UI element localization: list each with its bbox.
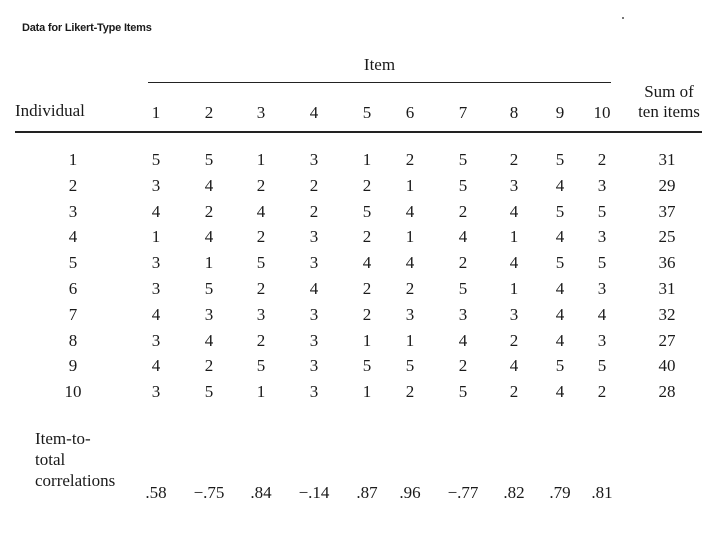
table-cell: 3 — [151, 330, 161, 350]
table-cell: 2 — [405, 150, 415, 169]
table-cell: 3 — [309, 253, 319, 273]
correlation-value: −.14 — [298, 483, 330, 502]
table-cell: 5 — [458, 382, 468, 402]
table-cell: 3 — [151, 382, 161, 402]
table-cell: 2 — [509, 150, 519, 169]
table-cell: 4 — [204, 175, 214, 195]
table-cell: 4 — [555, 382, 565, 402]
table-cell: 4 — [555, 227, 565, 247]
table-cell: 5 — [555, 201, 565, 221]
table-cell: 1 — [151, 227, 161, 247]
table-cell: 5 — [458, 150, 468, 169]
table-cell: 2 — [256, 330, 266, 350]
table-cell: 1 — [509, 279, 519, 298]
table-cell: 2 — [458, 253, 468, 273]
table-cell: 2 — [458, 201, 468, 221]
correlation-value: .96 — [399, 483, 421, 502]
correlation-label-line-1: Item-to- — [35, 429, 91, 448]
table-cell: 1 — [362, 150, 372, 169]
row-sum: 31 — [658, 150, 676, 169]
table-cell: 4 — [256, 201, 266, 221]
item-number-header: 1 — [151, 103, 161, 122]
table-cell: 2 — [405, 382, 415, 402]
table-cell: 4 — [509, 201, 519, 221]
table-cell: 4 — [555, 330, 565, 350]
individual-number: 9 — [68, 356, 78, 376]
individual-number: 10 — [64, 382, 82, 402]
table-cell: 4 — [204, 330, 214, 350]
table-cell: 2 — [256, 175, 266, 195]
table-cell: 3 — [256, 304, 266, 324]
correlation-label-line-3: correlations — [35, 471, 116, 490]
sum-header — [634, 82, 704, 122]
table-cell: 1 — [405, 227, 415, 247]
table-cell: 5 — [405, 356, 415, 376]
table-cell: 3 — [204, 304, 214, 324]
table-cell: 1 — [256, 382, 266, 402]
table-cell: 5 — [256, 356, 266, 376]
table-cell: 1 — [509, 227, 519, 247]
table-cell: 3 — [458, 304, 468, 324]
table-cell: 3 — [405, 304, 415, 324]
correlation-value: .87 — [356, 483, 378, 502]
table-cell: 5 — [204, 279, 214, 298]
individual-number: 2 — [68, 175, 78, 195]
correlation-value: .82 — [503, 483, 525, 502]
correlation-label-line-2: total — [35, 450, 66, 469]
row-sum: 31 — [658, 279, 676, 298]
correlation-label — [35, 428, 115, 491]
table-cell: 2 — [256, 227, 266, 247]
table-cell: 2 — [362, 175, 372, 195]
table-cell: 2 — [204, 356, 214, 376]
table-cell: 2 — [405, 279, 415, 298]
row-sum: 29 — [658, 175, 676, 195]
individual-number: 3 — [68, 201, 78, 221]
item-number-header: 2 — [204, 103, 214, 122]
table-cell: 5 — [256, 253, 266, 273]
item-number-header: 9 — [555, 103, 565, 122]
individual-number: 8 — [68, 330, 78, 350]
table-cell: 2 — [204, 201, 214, 221]
table-cell: 4 — [405, 201, 415, 221]
correlation-value: .81 — [591, 483, 613, 502]
table-cell: 4 — [509, 356, 519, 376]
sum-header-line-1: Sum of — [644, 82, 694, 101]
table-cell: 3 — [309, 227, 319, 247]
table-cell: 5 — [362, 356, 372, 376]
row-sum: 27 — [658, 330, 676, 350]
individual-number: 6 — [68, 279, 78, 298]
item-number-header: 7 — [458, 103, 468, 122]
table-cell: 2 — [509, 382, 519, 402]
table-cell: 4 — [509, 253, 519, 273]
table-cell: 4 — [597, 304, 607, 324]
table-cell: 5 — [597, 201, 607, 221]
sum-header-line-2: ten items — [638, 102, 700, 121]
table-cell: 3 — [151, 253, 161, 273]
scan-speck — [622, 17, 624, 19]
table-cell: 4 — [151, 304, 161, 324]
table-cell: 3 — [151, 279, 161, 298]
table-cell: 2 — [362, 279, 372, 298]
table-cell: 4 — [555, 175, 565, 195]
table-cell: 4 — [309, 279, 319, 298]
item-number-header: 8 — [509, 103, 519, 122]
table-cell: 3 — [309, 150, 319, 169]
row-sum: 28 — [658, 382, 676, 402]
correlation-value: .84 — [250, 483, 272, 502]
table-cell: 2 — [309, 175, 319, 195]
table-cell: 5 — [458, 175, 468, 195]
table-cell: 5 — [151, 150, 161, 169]
correlation-value: .58 — [145, 483, 167, 502]
individual-number: 5 — [68, 253, 78, 273]
item-group-header: Item — [363, 55, 396, 74]
table-cell: 3 — [309, 330, 319, 350]
table-cell: 3 — [509, 304, 519, 324]
table-cell: 5 — [597, 253, 607, 273]
table-cell: 4 — [362, 253, 372, 273]
table-cell: 2 — [597, 150, 607, 169]
table-cell: 2 — [362, 227, 372, 247]
item-number-header: 4 — [309, 103, 319, 122]
table-cell: 2 — [256, 279, 266, 298]
table-caption: Data for Likert-Type Items — [22, 22, 152, 34]
row-sum: 37 — [658, 201, 676, 221]
table-cell: 2 — [509, 330, 519, 350]
table-cell: 5 — [204, 382, 214, 402]
table-cell: 2 — [309, 201, 319, 221]
table-cell: 4 — [151, 356, 161, 376]
table-cell: 1 — [405, 175, 415, 195]
table-cell: 3 — [509, 175, 519, 195]
table-cell: 4 — [405, 253, 415, 273]
table-cell: 1 — [256, 150, 266, 169]
table-cell: 2 — [458, 356, 468, 376]
table-cell: 1 — [405, 330, 415, 350]
table-cell: 4 — [458, 227, 468, 247]
table-cell: 4 — [204, 227, 214, 247]
header-rule — [15, 131, 702, 133]
item-number-header: 6 — [405, 103, 415, 122]
row-sum: 32 — [658, 304, 676, 324]
table-cell: 2 — [362, 304, 372, 324]
table-cell: 5 — [555, 150, 565, 169]
table-cell: 3 — [597, 330, 607, 350]
table-cell: 3 — [597, 175, 607, 195]
table-cell: 1 — [362, 330, 372, 350]
table-cell: 4 — [151, 201, 161, 221]
individual-number: 4 — [68, 227, 78, 247]
table-cell: 5 — [362, 201, 372, 221]
table-cell: 3 — [597, 227, 607, 247]
table-cell: 5 — [597, 356, 607, 376]
table-cell: 4 — [555, 279, 565, 298]
table-cell: 4 — [458, 330, 468, 350]
individual-number: 7 — [68, 304, 78, 324]
table-cell: 5 — [204, 150, 214, 169]
table-cell: 5 — [555, 356, 565, 376]
table-cell: 3 — [309, 356, 319, 376]
table-cell: 3 — [309, 304, 319, 324]
table-cell: 2 — [597, 382, 607, 402]
item-group-rule — [148, 82, 611, 83]
item-number-header: 5 — [362, 103, 372, 122]
correlation-value: .79 — [549, 483, 571, 502]
table-cell: 1 — [204, 253, 214, 273]
table-cell: 3 — [597, 279, 607, 298]
individual-header: Individual — [15, 101, 85, 120]
row-sum: 40 — [658, 356, 676, 376]
row-sum: 36 — [658, 253, 676, 273]
correlation-value: −.77 — [447, 483, 479, 502]
table-cell: 4 — [555, 304, 565, 324]
table-cell: 3 — [309, 382, 319, 402]
table-cell: 3 — [151, 175, 161, 195]
item-number-header: 10 — [593, 103, 611, 122]
item-number-header: 3 — [256, 103, 266, 122]
correlation-value: −.75 — [193, 483, 225, 502]
individual-number: 1 — [68, 150, 78, 169]
row-sum: 25 — [658, 227, 676, 247]
table-cell: 1 — [362, 382, 372, 402]
table-cell: 5 — [458, 279, 468, 298]
table-cell: 5 — [555, 253, 565, 273]
